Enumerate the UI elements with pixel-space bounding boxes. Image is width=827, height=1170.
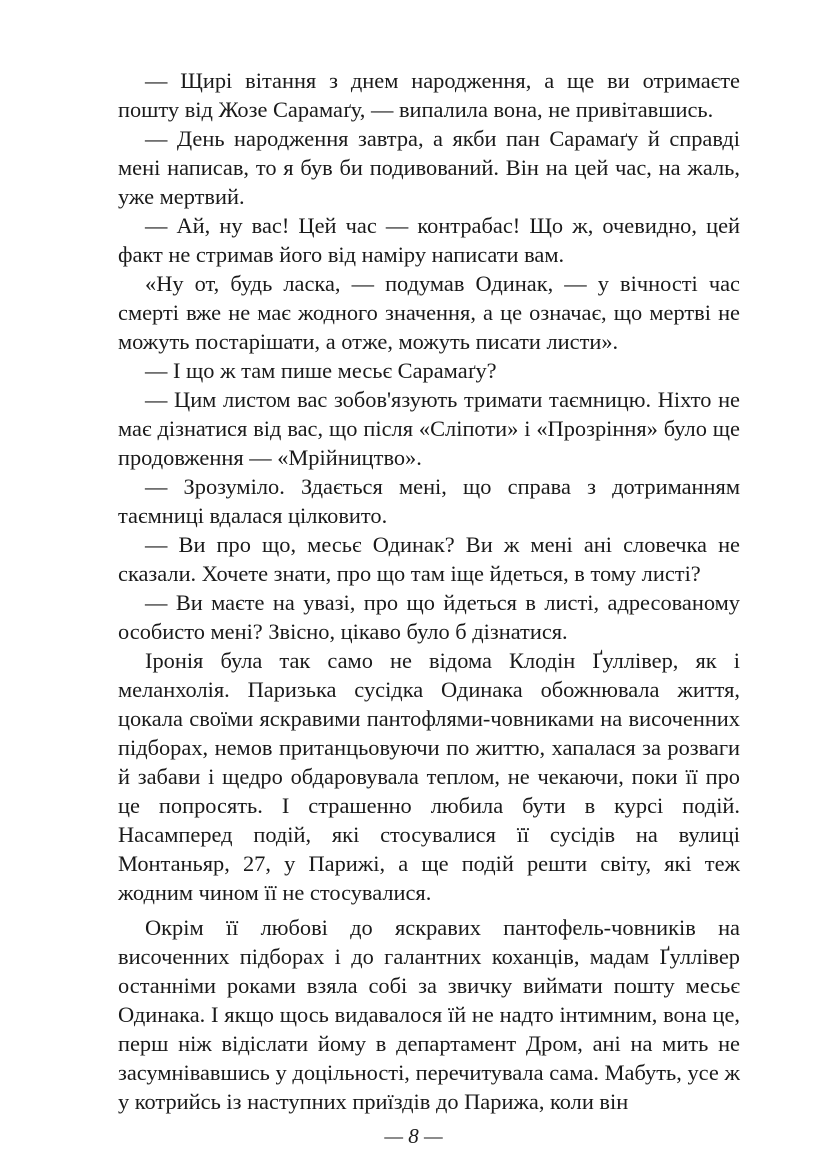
- paragraph: — І що ж там пише месьє Сарамаґу?: [145, 358, 497, 383]
- page-number: — 8 —: [384, 1124, 443, 1148]
- paragraph: — Ай, ну вас! Цей час — контрабас! Що ж, очевидно, цей факт не стримав його від наміру написати вам.: [118, 213, 740, 267]
- paragraph: — Цим листом вас зобов'язують тримати таємницю. Ніхто не має дізнатися від вас, що після «Сліпоти» і «Прозріння» було ще продовження — «Мрійництво».: [118, 387, 740, 470]
- paragraph: Іронія була так само не відома Клодін Ґуллівер, як і меланхолія. Паризька сусідка Одинака обожнювала життя, цокала своїми яскравими пантофлями-човниками на височенних підборах, немов пританцьовуючи по життю, хапалася за розваги й забави і щедро обдаровувала теплом, не чекаючи, поки її про це попросять. І страшенно любила бути в курсі подій. Насамперед подій, які стосувалися її сусідів на вулиці Монтаньяр, 27, у Парижі, а ще подій решти світу, які теж жодним чином її не стосувалися.: [118, 648, 740, 905]
- paragraph: — Ви маєте на увазі, про що йдеться в листі, адресованому особисто мені? Звісно, цікаво було б дізнатися.: [118, 590, 740, 644]
- paragraph: — Щирі вітання з днем народження, а ще ви отримаєте пошту від Жозе Сарамаґу, — випалила вона, не привітавшись.: [118, 68, 740, 122]
- paragraph: — Ви про що, месьє Одинак? Ви ж мені ані словечка не сказали. Хочете знати, про що там іще йдеться, в тому листі?: [118, 532, 740, 586]
- paragraph: — День народження завтра, а якби пан Сарамаґу й справді мені написав, то я був би подивований. Він на цей час, на жаль, уже мертвий.: [118, 126, 740, 209]
- paragraph: — Зрозуміло. Здається мені, що справа з дотриманням таємниці вдалася цілковито.: [118, 474, 740, 528]
- paragraph: Окрім її любові до яскравих пантофель-човників на височенних підборах і до галантних коханців, мадам Ґуллівер останніми роками взяла собі за звичку виймати пошту месьє Одинака. І якщо щось видавалося їй не надто інтимним, вона це, перш ніж відіслати йому в департамент Дром, ані на мить не засумнівавшись у доцільності, перечитувала сама. Мабуть, усе ж у котрийсь із наступних приїздів до Парижа, коли він: [118, 915, 740, 1114]
- paragraph: «Ну от, будь ласка, — подумав Одинак, — у вічності час смерті вже не має жодного значення, а це означає, що мертві не можуть постарішати, а отже, можуть писати листи».: [118, 271, 740, 354]
- page-body: [118, 66, 740, 1116]
